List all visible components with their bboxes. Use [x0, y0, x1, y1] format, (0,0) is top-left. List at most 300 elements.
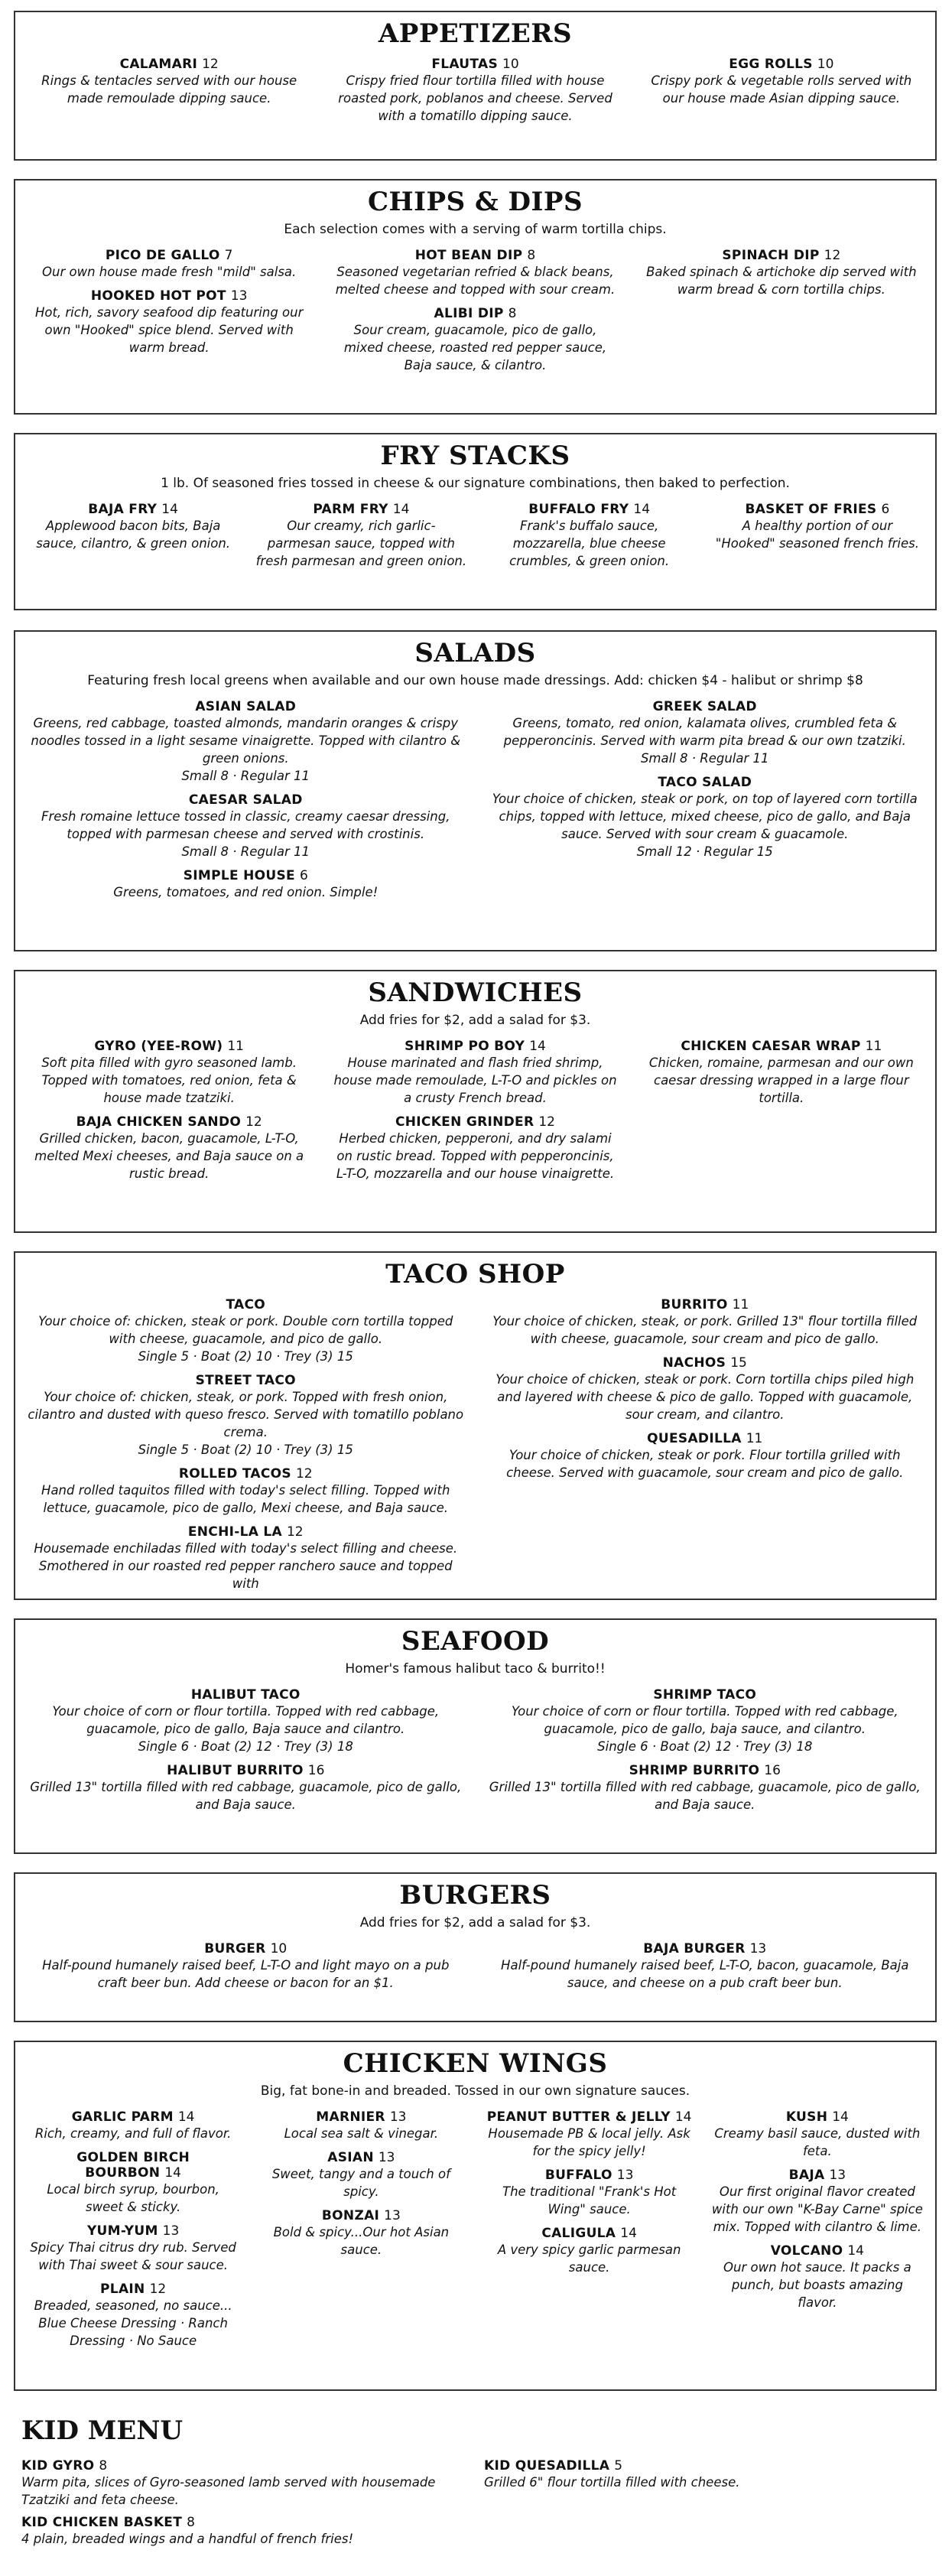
menu-item-name: HOT BEAN DIP: [414, 248, 523, 263]
menu-item-name: KID CHICKEN BASKET: [21, 2515, 183, 2530]
menu-item-name: BAJA FRY: [88, 502, 158, 517]
menu-item-header: [28, 1373, 464, 1388]
section-subtitle: Add fries for $2, add a salad for $3.: [359, 1013, 591, 1028]
menu-item-price: 10: [270, 1941, 288, 1956]
menu-item-description: Fresh romaine lettuce tossed in classic, creamy caesar dressing, topped with parmesan cheese and served with crostinis.: [41, 809, 450, 841]
menu-item: [28, 288, 310, 356]
menu-item-description: Your choice of: chicken, steak, or pork. Topped with fresh onion, cilantro and dusted with queso fresco. Served with tomatillo poblano crema.: [28, 1390, 464, 1439]
menu-item-name: CALAMARI: [119, 57, 198, 72]
section-subtitle: Homer's famous halibut taco & burrito!!: [345, 1661, 606, 1677]
menu-column: [487, 1680, 924, 1817]
menu-item-sizes: Small 8 · Regular 11: [181, 769, 310, 783]
menu-columns: [15, 240, 935, 377]
fry-stacks-section: [14, 433, 937, 610]
menu-item-price: 12: [538, 1114, 555, 1130]
menu-item-header: [640, 1039, 923, 1054]
menu-item-price: 12: [245, 1114, 262, 1130]
menu-item-name: GOLDEN BIRCH BOURBON: [76, 2150, 190, 2181]
menu-item-header: [712, 2109, 923, 2125]
menu-item-header: [28, 1466, 464, 1482]
menu-columns: [15, 1290, 935, 1595]
menu-item-description: Rich, creamy, and full of flavor.: [34, 2126, 232, 2141]
menu-item-header: [28, 792, 464, 808]
menu-item-price: 14: [161, 502, 178, 517]
menu-item-description: Local sea salt & vinegar.: [284, 2126, 439, 2141]
menu-item-description: Crispy pork & vegetable rolls served with our house made Asian dipping sauce.: [651, 73, 912, 106]
menu-item: [487, 1355, 924, 1423]
menu-item: [28, 868, 464, 901]
menu-item-description: Our creamy, rich garlic-parmesan sauce, topped with fresh parmesan and green onion.: [255, 519, 467, 568]
menu-item-description: Your choice of chicken, steak or pork. Corn tortilla chips piled high and layered with cheese & pico de gallo. Topped with guacamole, sour cream, and cilantro.: [495, 1372, 915, 1422]
menu-item-header: [487, 1431, 924, 1446]
menu-columns: [15, 1680, 935, 1817]
menu-item-header: [640, 57, 923, 72]
menu-item-header: [484, 502, 695, 517]
menu-item-name: PARM FRY: [313, 502, 388, 517]
menu-item-description: Sour cream, guacamole, pico de gallo, mixed cheese, roasted red pepper sauce, Baja sauce, & cilantro.: [343, 323, 607, 372]
menu-item-description: Greens, tomatoes, and red onion. Simple!: [113, 885, 379, 899]
menu-item-price: 13: [230, 288, 248, 304]
menu-item-price: 11: [865, 1039, 882, 1054]
menu-item-description: Soft pita filled with gyro seasoned lamb. Topped with tomatoes, red onion, feta & house made tzatziki.: [41, 1055, 297, 1105]
menu-item-description: Baked spinach & artichoke dip served with warm bread & corn tortilla chips.: [646, 265, 917, 297]
menu-item-description: Your choice of chicken, steak or pork. Flour tortilla grilled with cheese. Served with guacamole, sour cream and pico de gallo.: [506, 1448, 904, 1480]
menu-item-description: Hot, rich, savory seafood dip featuring our own "Hooked" spice blend. Served with warm bread.: [34, 305, 304, 355]
menu-item: [28, 248, 310, 281]
menu-list: [15, 1934, 935, 1995]
menu-item: [712, 2109, 923, 2160]
menu-item: [333, 1039, 616, 1107]
menu-item: [255, 2150, 466, 2200]
menu-item-name: HALIBUT BURRITO: [167, 1763, 304, 1778]
menu-item-name: GREEK SALAD: [652, 699, 757, 714]
menu-item-description: Housemade PB & local jelly. Ask for the spicy jelly!: [488, 2126, 690, 2158]
menu-item-name: YUM-YUM: [86, 2223, 158, 2239]
menu-item-header: [28, 502, 239, 517]
menu-item-header: [487, 699, 924, 714]
menu-column: [28, 691, 464, 904]
menu-item-header: [487, 1355, 924, 1371]
menu-item-price: 14: [620, 2226, 637, 2241]
menu-item-name: PLAIN: [100, 2282, 145, 2297]
menu-item: [28, 1114, 310, 1182]
menu-item: [21, 2458, 461, 2509]
menu-item: [487, 1763, 924, 1813]
menu-item-name: BUFFALO FRY: [528, 502, 629, 517]
menu-item-description: Sweet, tangy and a touch of spicy.: [271, 2167, 450, 2199]
menu-column: [28, 1290, 464, 1595]
menu-item: [28, 1941, 464, 1992]
menu-item-header: [487, 1941, 924, 1956]
menu-item-price: 7: [224, 248, 233, 263]
menu-item: [333, 1114, 616, 1182]
menu-item-name: TACO: [226, 1297, 266, 1312]
menu-item-header: [21, 2458, 461, 2474]
menu-item: [28, 1297, 464, 1365]
menu-item: [28, 502, 239, 570]
menu-item: [487, 1941, 924, 1992]
menu-item-price: 15: [730, 1355, 747, 1371]
menu-item-header: [28, 699, 464, 714]
menu-item-description: House marinated and flash fried shrimp, house made remoulade, L-T-O and pickles on a crusty French bread.: [333, 1055, 617, 1105]
menu-item: [712, 502, 923, 570]
menu-item-header: [28, 2109, 239, 2125]
section-title: SANDWICHES: [368, 977, 583, 1008]
menu-item-description: Breaded, seasoned, no sauce... Blue Cheese Dressing · Ranch Dressing · No Sauce: [34, 2298, 232, 2348]
menu-columns: [15, 691, 935, 904]
menu-item-header: [333, 1039, 616, 1054]
menu-columns: [15, 1031, 935, 1186]
menu-item-description: Grilled chicken, bacon, guacamole, L-T-O, melted Mexi cheeses, and Baja sauce on a rustic bread.: [34, 1131, 304, 1181]
menu-item-name: ALIBI DIP: [434, 306, 504, 321]
menu-item-header: [487, 1763, 924, 1778]
salads-section: [14, 630, 937, 951]
menu-item-description: Your choice of chicken, steak or pork, on top of layered corn tortilla chips, topped with lettuce, mixed cheese, pico de gallo, and Baja sauce. Served with sour cream & guacamole.: [492, 792, 918, 841]
section-title: TACO SHOP: [385, 1259, 565, 1290]
menu-column: [255, 2102, 466, 2353]
menu-item-description: Our own house made fresh "mild" salsa.: [42, 265, 297, 279]
section-title: BURGERS: [399, 1880, 551, 1911]
menu-item-header: [640, 248, 923, 263]
menu-item-description: Seasoned vegetarian refried & black beans, melted cheese and topped with sour cream.: [335, 265, 616, 297]
menu-item-name: BASKET OF FRIES: [745, 502, 877, 517]
menu-item-price: 13: [389, 2109, 407, 2125]
menu-item-name: TACO SALAD: [658, 775, 752, 790]
menu-item-price: 14: [847, 2243, 864, 2259]
menu-item-price: 11: [732, 1297, 749, 1312]
menu-item: [28, 2223, 239, 2274]
menu-item: [487, 1297, 924, 1348]
menu-item-price: 13: [616, 2168, 634, 2183]
menu-column: [640, 240, 923, 377]
menu-item-header: [333, 306, 616, 321]
section-title: CHICKEN WINGS: [343, 2048, 608, 2079]
menu-list: [15, 494, 935, 573]
menu-item-description: Warm pita, slices of Gyro-seasoned lamb served with housemade Tzatziki and feta cheese.: [21, 2475, 436, 2507]
menu-item-header: [255, 2150, 466, 2165]
menu-item-header: [21, 2515, 461, 2530]
menu-item-header: [255, 502, 466, 517]
menu-item-name: MARNIER: [316, 2109, 385, 2125]
menu-item-name: VOLCANO: [770, 2243, 843, 2259]
menu-item: [484, 2226, 695, 2276]
menu-item-name: STREET TACO: [195, 1373, 296, 1388]
menu-item: [333, 248, 616, 298]
menu-item: [484, 502, 695, 570]
menu-item-name: ASIAN: [327, 2150, 374, 2165]
menu-item-description: Half-pound humanely raised beef, L-T-O and light mayo on a pub craft beer bun. Add cheese or bacon for an $1.: [42, 1958, 450, 1990]
menu-item-price: 16: [764, 1763, 781, 1778]
menu-column: [333, 240, 616, 377]
menu-item-price: 14: [633, 502, 651, 517]
menu-item-header: [28, 2223, 239, 2239]
menu-item-header: [28, 1114, 310, 1130]
menu-item-description: Half-pound humanely raised beef, L-T-O, bacon, guacamole, Baja sauce, and cheese on a pub craft beer bun.: [501, 1958, 909, 1990]
menu-item-name: CAESAR SALAD: [188, 792, 303, 808]
menu-item-name: BURGER: [204, 1941, 266, 1956]
menu-item-header: [712, 2168, 923, 2183]
menu-item-sizes: Single 5 · Boat (2) 10 · Trey (3) 15: [138, 1442, 353, 1457]
chips-dips-section: [14, 179, 937, 415]
menu-item-price: 8: [527, 248, 536, 263]
menu-item-description: 4 plain, breaded wings and a handful of french fries!: [21, 2532, 354, 2546]
section-title: SALADS: [414, 638, 536, 668]
menu-item-sizes: Small 12 · Regular 15: [636, 844, 773, 859]
menu-item-header: [28, 1297, 464, 1312]
menu-item-header: [28, 1687, 464, 1703]
menu-item-description: Crispy fried flour tortilla filled with house roasted pork, poblanos and cheese. Served with a tomatillo dipping sauce.: [338, 73, 612, 123]
appetizers-section: [14, 11, 937, 161]
menu-item-sizes: Single 6 · Boat (2) 12 · Trey (3) 18: [597, 1739, 813, 1754]
menu-item-name: FLAUTAS: [431, 57, 498, 72]
section-subtitle: Featuring fresh local greens when available and our own house made dressings. Add: chicken $4 - halibut or shrimp $8: [87, 673, 863, 688]
menu-item-name: BURRITO: [661, 1297, 728, 1312]
menu-item: [640, 57, 923, 125]
menu-item-name: BAJA BURGER: [643, 1941, 746, 1956]
menu-item-header: [484, 2109, 695, 2125]
menu-item-name: QUESADILLA: [647, 1431, 742, 1446]
menu-item-name: SIMPLE HOUSE: [183, 868, 295, 883]
menu-item: [333, 306, 616, 374]
menu-item-price: 10: [502, 57, 519, 72]
menu-item-price: 14: [177, 2109, 195, 2125]
menu-item-price: 8: [508, 306, 517, 321]
menu-item-price: 10: [817, 57, 834, 72]
menu-item: [640, 1039, 923, 1107]
menu-item-header: [28, 288, 310, 304]
menu-item-name: KID QUESADILLA: [484, 2458, 610, 2474]
menu-column: [487, 1290, 924, 1595]
menu-item-description: Your choice of: chicken, steak or pork. Double corn tortilla topped with cheese, guacamole, and pico de gallo.: [38, 1314, 453, 1346]
kid-menu-columns: [21, 2455, 924, 2554]
menu-item-name: BAJA: [788, 2168, 825, 2183]
menu-item-description: Our first original flavor created with our own "K-Bay Carne" spice mix. Topped with cilantro & lime.: [711, 2184, 923, 2234]
menu-item: [28, 1763, 464, 1813]
menu-item-description: Applewood bacon bits, Baja sauce, cilantro, & green onion.: [36, 519, 231, 551]
section-title: CHIPS & DIPS: [367, 187, 583, 217]
menu-column: [640, 1031, 923, 1186]
menu-item-price: 8: [99, 2458, 108, 2474]
menu-item-description: Spicy Thai citrus dry rub. Served with Thai sweet & sour sauce.: [30, 2240, 236, 2272]
section-subtitle: 1 lb. Of seasoned fries tossed in cheese & our signature combinations, then baked to perfection.: [161, 476, 790, 491]
menu-item-sizes: Single 6 · Boat (2) 12 · Trey (3) 18: [138, 1739, 353, 1754]
menu-item-name: CALIGULA: [541, 2226, 616, 2241]
menu-item-name: ENCHI-LA LA: [187, 1524, 282, 1540]
menu-item-description: Grilled 13" tortilla filled with red cabbage, guacamole, pico de gallo, and Baja sauce.: [489, 1780, 921, 1812]
menu-item-name: SHRIMP PO BOY: [405, 1039, 525, 1054]
menu-column: [487, 691, 924, 904]
menu-item-name: SPINACH DIP: [722, 248, 820, 263]
menu-item-price: 12: [202, 57, 219, 72]
menu-item-price: 13: [829, 2168, 846, 2183]
menu-item-name: PEANUT BUTTER & JELLY: [486, 2109, 671, 2125]
menu-item-description: The traditional "Frank's Hot Wing" sauce.: [502, 2184, 677, 2217]
menu-item-header: [255, 2109, 466, 2125]
menu-item: [28, 1466, 464, 1517]
menu-column: [28, 1680, 464, 1817]
taco-shop-section: [14, 1251, 937, 1600]
menu-item-header: [28, 1524, 464, 1540]
menu-item: [28, 1039, 310, 1107]
menu-item-header: [333, 248, 616, 263]
menu-item-name: BUFFALO: [544, 2168, 612, 2183]
menu-item-price: 5: [614, 2458, 623, 2474]
menu-item-name: SHRIMP TACO: [653, 1687, 757, 1703]
menu-item-description: Rings & tentacles served with our house made remoulade dipping sauce.: [41, 73, 297, 106]
menu-item-header: [28, 57, 310, 72]
menu-item-price: 12: [286, 1524, 304, 1540]
menu-item: [333, 57, 616, 125]
menu-item-name: GYRO (YEE-ROW): [94, 1039, 223, 1054]
menu-item-description: Our own hot sauce. It packs a punch, but boasts amazing flavor.: [723, 2260, 911, 2310]
menu-item-price: 16: [307, 1763, 325, 1778]
menu-item-header: [487, 1687, 924, 1703]
menu-column: [333, 1031, 616, 1186]
menu-item-name: EGG ROLLS: [729, 57, 813, 72]
menu-item-header: [712, 2243, 923, 2259]
menu-item-name: NACHOS: [662, 1355, 726, 1371]
menu-item-header: [487, 775, 924, 790]
menu-item-description: A very spicy garlic parmesan sauce.: [497, 2243, 681, 2275]
kid-menu-title: KID MENU: [21, 2415, 184, 2446]
menu-item: [28, 2282, 239, 2350]
menu-item-name: CHICKEN GRINDER: [395, 1114, 534, 1130]
burgers-section: [14, 1872, 937, 2022]
menu-item-name: ROLLED TACOS: [178, 1466, 291, 1482]
menu-item-price: 8: [187, 2515, 195, 2530]
menu-item-description: Greens, tomato, red onion, kalamata olives, crumbled feta & pepperoncinis. Served with warm pita bread & our own tzatziki.: [503, 716, 906, 748]
menu-item: [640, 248, 923, 298]
menu-item-description: Bold & spicy...Our hot Asian sauce.: [273, 2225, 450, 2257]
menu-item: [484, 2458, 924, 2491]
menu-item-name: GARLIC PARM: [71, 2109, 174, 2125]
menu-item-description: Greens, red cabbage, toasted almonds, mandarin oranges & crispy noodles tossed in a light sesame vinaigrette. Topped with cilantro & green onions.: [31, 716, 461, 766]
menu-item-name: BAJA CHICKEN SANDO: [76, 1114, 242, 1130]
menu-column: [28, 2102, 239, 2353]
menu-item: [28, 1687, 464, 1755]
menu-item-header: [28, 1039, 310, 1054]
menu-item-price: 6: [881, 502, 890, 517]
menu-item-price: 11: [746, 1431, 763, 1446]
menu-list: [15, 49, 935, 128]
menu-item-header: [712, 502, 923, 517]
menu-item-price: 14: [392, 502, 410, 517]
menu-item-header: [487, 1297, 924, 1312]
menu-item-price: 14: [164, 2165, 181, 2181]
menu-item-price: 14: [529, 1039, 546, 1054]
menu-item-header: [28, 2150, 239, 2181]
section-subtitle: Each selection comes with a serving of warm tortilla chips.: [284, 222, 667, 237]
menu-item-description: Housemade enchiladas filled with today's select filling and cheese. Smothered in our roasted red pepper ranchero sauce and topped with: [34, 1541, 458, 1591]
menu-item-header: [28, 1763, 464, 1778]
menu-item-price: 13: [162, 2223, 180, 2239]
menu-item-price: 13: [378, 2150, 395, 2165]
menu-item-name: KUSH: [785, 2109, 828, 2125]
menu-item-name: CHICKEN CAESAR WRAP: [681, 1039, 861, 1054]
menu-item: [28, 1373, 464, 1459]
menu-item-header: [255, 2208, 466, 2223]
menu-item-description: Your choice of corn or flour tortilla. Topped with red cabbage, guacamole, pico de gallo, baja sauce, and cilantro.: [511, 1704, 898, 1736]
menu-item: [484, 2109, 695, 2160]
section-subtitle: Big, fat bone-in and breaded. Tossed in our own signature sauces.: [260, 2083, 690, 2099]
menu-item: [255, 502, 466, 570]
menu-item: [28, 792, 464, 860]
menu-item-header: [333, 57, 616, 72]
menu-item-description: Local birch syrup, bourbon, sweet & sticky.: [47, 2182, 219, 2214]
menu-item-price: 14: [832, 2109, 849, 2125]
menu-item-description: Your choice of chicken, steak, or pork. Grilled 13" flour tortilla filled with cheese, guacamole, sour cream and pico de gallo.: [492, 1314, 918, 1346]
menu-column: [28, 1031, 310, 1186]
menu-column: [712, 2102, 923, 2353]
menu-item: [484, 2168, 695, 2218]
section-subtitle: Add fries for $2, add a salad for $3.: [359, 1915, 591, 1930]
menu-item-price: 13: [749, 1941, 767, 1956]
menu-column: [484, 2102, 695, 2353]
menu-item-header: [28, 248, 310, 263]
section-title: APPETIZERS: [378, 18, 573, 49]
menu-item-name: SHRIMP BURRITO: [629, 1763, 760, 1778]
menu-item-description: Chicken, romaine, parmesan and our own caesar dressing wrapped in a large flour tortilla.: [648, 1055, 914, 1105]
sandwiches-section: [14, 970, 937, 1233]
menu-item: [487, 1431, 924, 1482]
menu-item-price: 6: [299, 868, 308, 883]
menu-item-price: 14: [674, 2109, 692, 2125]
menu-item-description: Herbed chicken, pepperoni, and dry salami on rustic bread. Topped with pepperoncinis, L-T-O, mozzarella and our house vinaigrette.: [336, 1131, 615, 1181]
menu-item: [28, 2150, 239, 2216]
menu-item-header: [28, 1941, 464, 1956]
chicken-wings-section: [14, 2041, 937, 2391]
menu-item-header: [28, 868, 464, 883]
menu-item-price: 13: [384, 2208, 401, 2223]
menu-item-name: HOOKED HOT POT: [90, 288, 226, 304]
menu-item-name: BONZAI: [321, 2208, 380, 2223]
menu-item-header: [484, 2226, 695, 2241]
menu-item: [28, 57, 310, 125]
menu-item-name: PICO DE GALLO: [105, 248, 220, 263]
menu-item-name: HALIBUT TACO: [190, 1687, 301, 1703]
menu-item-description: Hand rolled taquitos filled with today's select filling. Topped with lettuce, guacamole, pico de gallo, Mexi cheese, and Baja sauce.: [41, 1483, 450, 1515]
menu-item: [487, 775, 924, 860]
menu-column: [28, 240, 310, 377]
menu-item-description: Grilled 6" flour tortilla filled with cheese.: [484, 2475, 740, 2490]
menu-item-name: KID GYRO: [21, 2458, 95, 2474]
menu-item-name: ASIAN SALAD: [195, 699, 297, 714]
menu-item: [487, 699, 924, 767]
menu-item-price: 12: [295, 1466, 313, 1482]
menu-column: [484, 2455, 924, 2554]
menu-item-sizes: Small 8 · Regular 11: [640, 751, 769, 766]
seafood-section: [14, 1618, 937, 1854]
menu-item-description: Frank's buffalo sauce, mozzarella, blue cheese crumbles, & green onion.: [509, 519, 670, 568]
menu-item-description: Creamy basil sauce, dusted with feta.: [714, 2126, 921, 2158]
menu-column: [21, 2455, 461, 2554]
section-title: FRY STACKS: [380, 441, 570, 471]
menu-item-sizes: Small 8 · Regular 11: [181, 844, 310, 859]
menu-item: [28, 1524, 464, 1592]
menu-item: [28, 2109, 239, 2142]
menu-item-description: Your choice of corn or flour tortilla. Topped with red cabbage, guacamole, pico de gallo, Baja sauce and cilantro.: [52, 1704, 440, 1736]
section-title: SEAFOOD: [401, 1626, 550, 1657]
menu-item-price: 12: [824, 248, 841, 263]
menu-item-description: Grilled 13" tortilla filled with red cabbage, guacamole, pico de gallo, and Baja sauce.: [30, 1780, 462, 1812]
menu-columns: [15, 2102, 935, 2353]
menu-item: [21, 2515, 461, 2548]
menu-item: [28, 699, 464, 785]
menu-item-price: 12: [149, 2282, 167, 2297]
menu-item-price: 11: [227, 1039, 244, 1054]
menu-item-header: [484, 2168, 695, 2183]
menu-item: [255, 2208, 466, 2259]
